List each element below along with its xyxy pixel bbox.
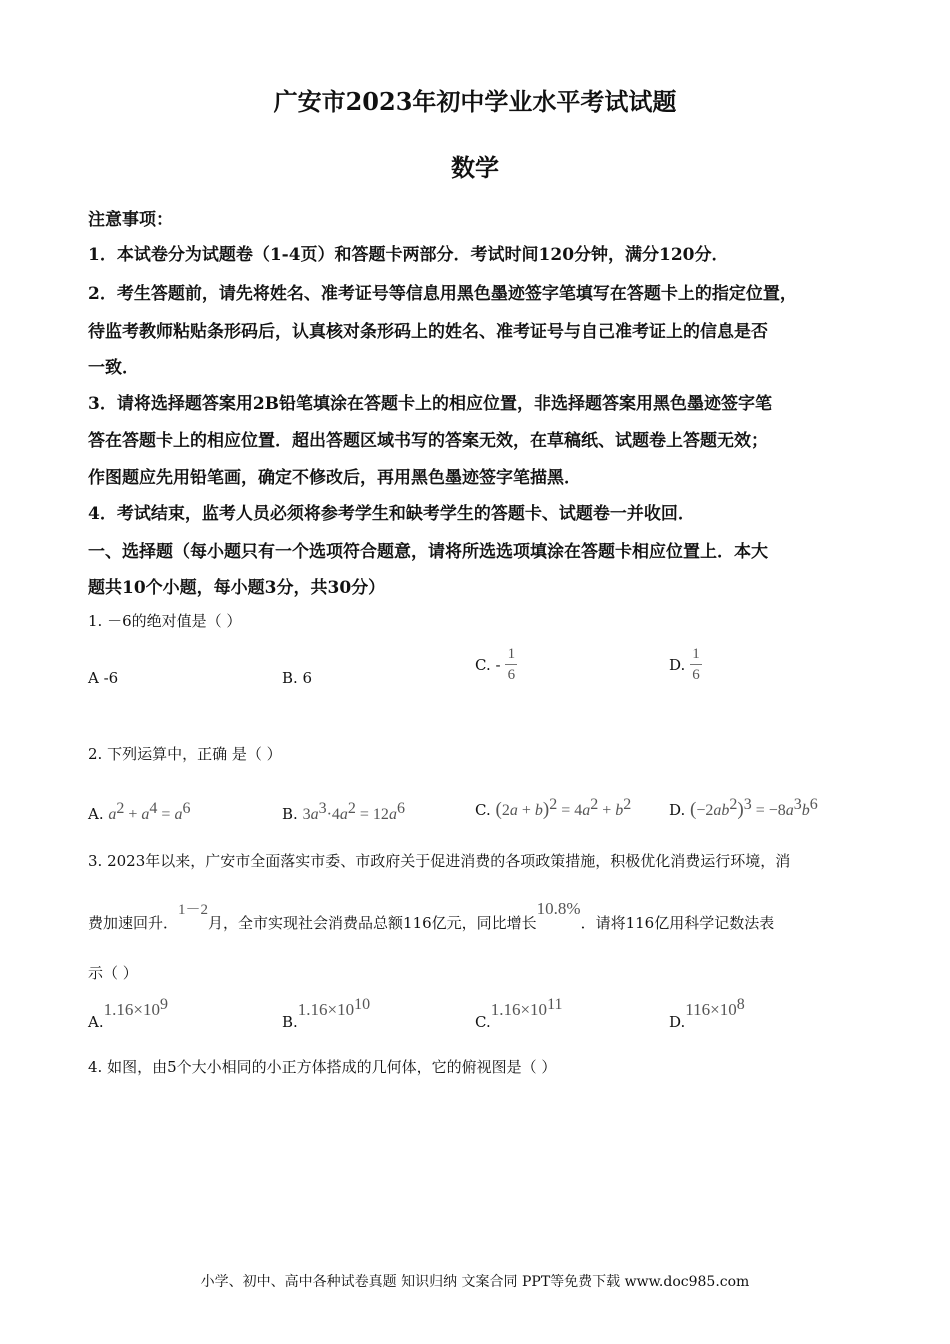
q2-option-c-label: C.: [475, 801, 491, 819]
q1-option-a: A -6: [88, 669, 119, 687]
subject-title: 数学: [451, 153, 499, 182]
q3-option-c-label: C.: [475, 1013, 491, 1031]
fraction-bar: [690, 664, 702, 665]
fraction-numerator: 1: [507, 646, 516, 662]
q3-option-b-label: B.: [282, 1013, 298, 1031]
q3-option-c-base: 1.16×10: [490, 1000, 548, 1019]
q2-option-a-label: A.: [88, 805, 104, 823]
section-heading: 题共10个小题，每小题3分，共30分）: [88, 578, 386, 598]
q3-option-c: [475, 996, 563, 1031]
q3-option-a-base: 1.16×10: [103, 1000, 160, 1019]
question-1-stem: 1. －6的绝对值是（ ）: [88, 612, 242, 630]
fraction-numerator: 1: [692, 646, 700, 662]
q2-option-d-formula: $(-2ab^2)^3 = -8a^3b^6$: [690, 796, 818, 820]
page-footer: 小学、初中、高中各种试卷真题 知识归纳 文案合同 PPT等免费下载 www.doc985.com: [200, 1274, 750, 1290]
fraction: [690, 645, 702, 684]
q3-option-a: [88, 996, 168, 1031]
section-heading: 一、选择题（每小题只有一个选项符合题意，请将所选选项填涂在答题卡相应位置上．本大: [88, 542, 768, 562]
question-3-stem-line3: 示（ ）: [88, 964, 138, 982]
fraction: [505, 645, 517, 684]
q2-option-b-formula: $3a^3\cdot 4a^2 = 12a^6$: [302, 800, 405, 823]
q1-option-c: [475, 645, 517, 684]
q1-option-c-prefix: C. -: [475, 655, 501, 674]
q3-growth-percent: 10.8%: [536, 899, 581, 918]
q2-option-c: [475, 796, 631, 821]
notice-line: 答在答题卡上的相应位置．超出答题区域书写的答案无效，在草稿纸、试题卷上答题无效；: [88, 431, 768, 451]
q1-option-d: [669, 645, 702, 684]
q2-option-d-label: D.: [669, 801, 686, 819]
q3-stem-part-a: 费加速回升．: [88, 914, 179, 932]
notice-line: 3．请将选择题答案用2B铅笔填涂在答题卡上的相应位置，非选择题答案用黑色墨迹签字笔: [88, 394, 773, 414]
notice-line: 1．本试卷分为试题卷（1-4页）和答题卡两部分．考试时间120分钟，满分120分．: [88, 245, 729, 265]
q1-option-d-prefix: D.: [669, 655, 686, 674]
notice-line: 待监考教师粘贴条形码后，认真核对条形码上的姓名、准考证号与自己准考证上的信息是否: [88, 322, 768, 342]
question-4-stem: 4. 如图，由5个大小相同的小正方体搭成的几何体，它的俯视图是（ ）: [88, 1058, 557, 1076]
q3-option-a-label: A.: [88, 1013, 104, 1031]
notice-heading: 注意事项：: [88, 210, 173, 230]
q3-option-b: [282, 996, 371, 1031]
q3-stem-part-c: ．请将116亿用科学记数法表: [580, 914, 775, 932]
fraction-bar: [505, 664, 517, 665]
q2-option-b-label: B.: [282, 805, 298, 823]
q3-option-c-exponent: 11: [547, 996, 563, 1013]
q2-option-a: [88, 800, 190, 824]
q3-month-range: 1－2: [178, 902, 209, 918]
q2-option-d: [669, 796, 818, 821]
exam-title: 广安市2023年初中学业水平考试试题: [273, 87, 677, 116]
q1-option-b: B. 6: [282, 669, 313, 687]
q3-option-b-base: 1.16×10: [297, 1000, 355, 1019]
fraction-denominator: 6: [692, 667, 700, 683]
q3-option-d: [669, 996, 745, 1031]
q2-option-a-formula: $a^2 + a^4 = a^6$: [108, 800, 191, 823]
q2-option-c-formula: $(2a + b)^2 = 4a^2 + b^2$: [495, 796, 632, 820]
question-3-stem-line1: 3. 2023年以来，广安市全面落实市委、市政府关于促进消费的各项政策措施，积极优化消费运行环境，消: [88, 852, 791, 870]
notice-line: 2．考生答题前，请先将姓名、准考证号等信息用黑色墨迹签字笔填写在答题卡上的指定位置，: [88, 284, 797, 304]
question-3-stem-line2: [88, 898, 775, 932]
q3-stem-part-b: 月，全市实现社会消费品总额116亿元，同比增长: [208, 914, 537, 932]
q2-option-b: [282, 800, 405, 824]
notice-line: 一致．: [88, 358, 139, 378]
q3-option-a-exponent: 9: [159, 996, 168, 1013]
q3-option-d-exponent: 8: [736, 996, 745, 1013]
q3-option-d-label: D.: [669, 1013, 686, 1031]
question-2-stem: 2. 下列运算中，正确 是（ ）: [88, 745, 282, 763]
q3-option-b-exponent: 10: [354, 996, 371, 1013]
notice-line: 4．考试结束，监考人员必须将参考学生和缺考学生的答题卡、试题卷一并收回．: [88, 504, 695, 524]
q3-option-d-base: 116×10: [685, 1000, 737, 1019]
fraction-denominator: 6: [507, 667, 516, 683]
notice-line: 作图题应先用铅笔画，确定不修改后，再用黑色墨迹签字笔描黑．: [88, 468, 581, 488]
